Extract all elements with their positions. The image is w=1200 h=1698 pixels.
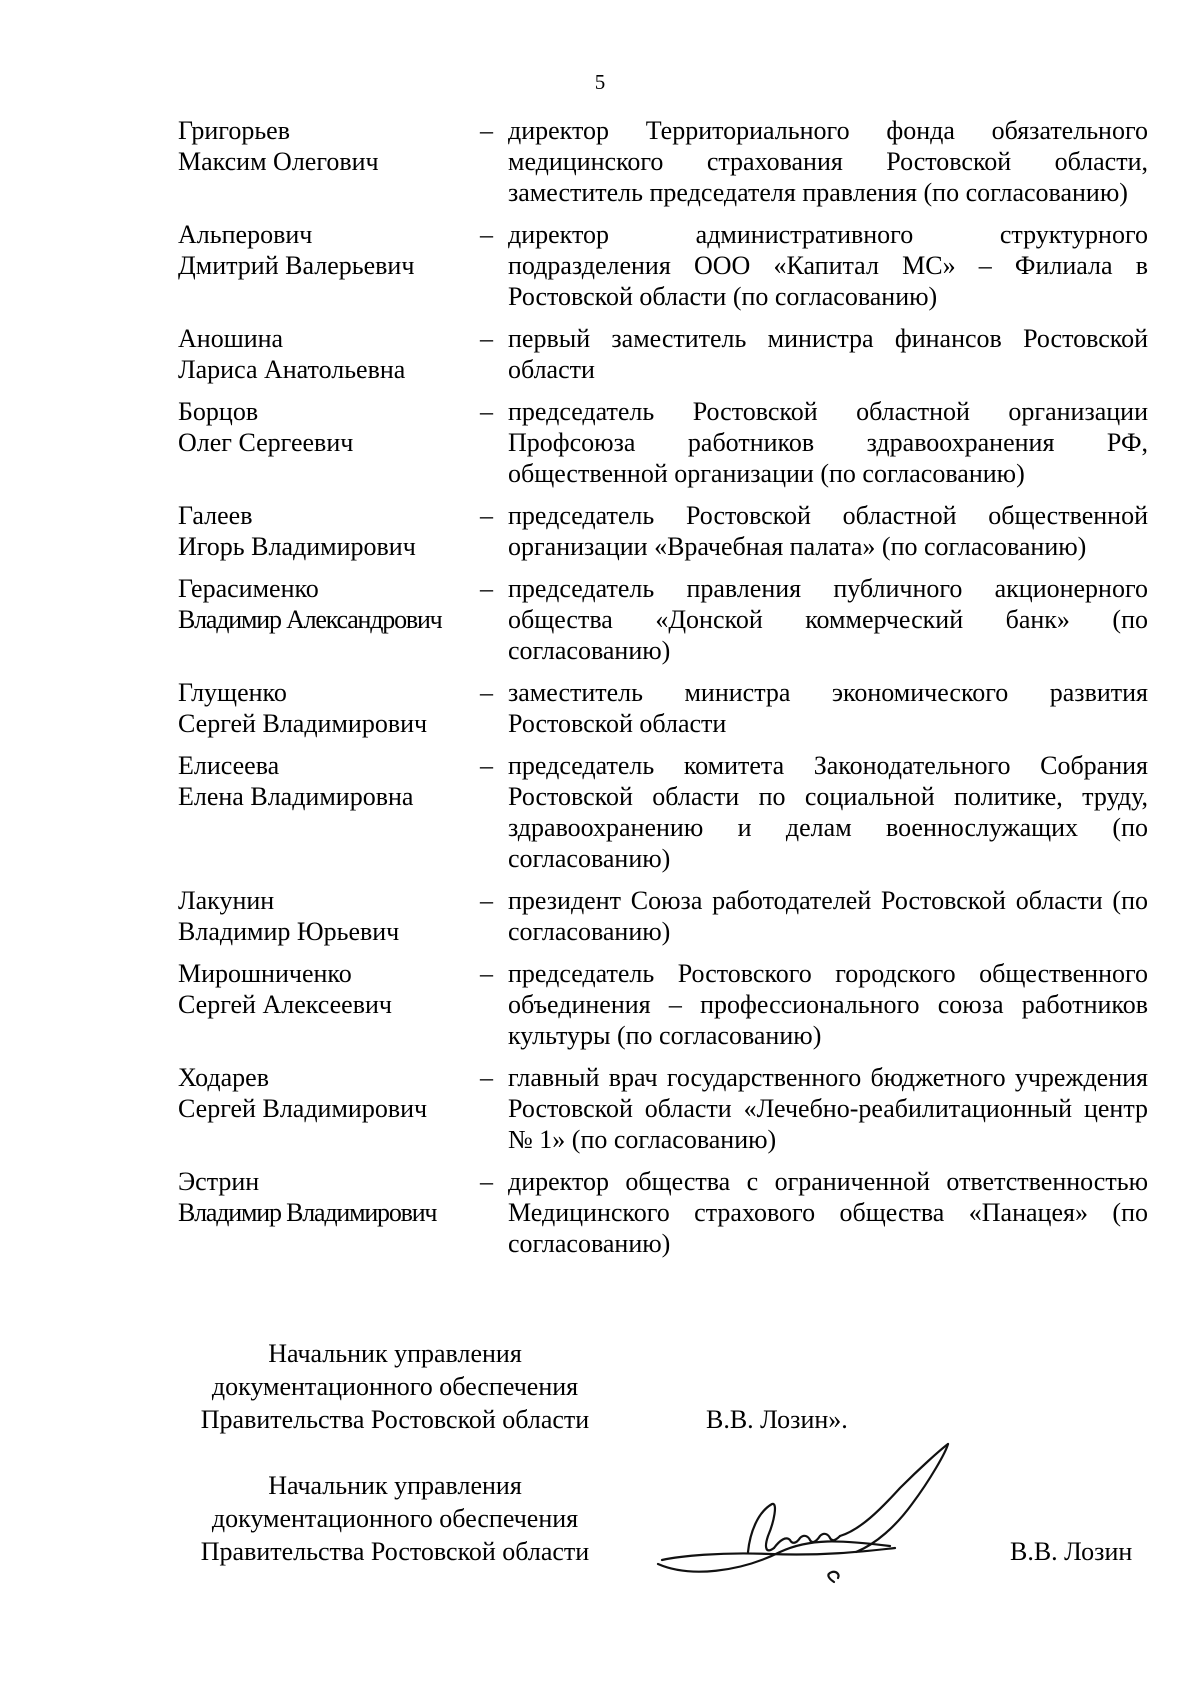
member-first-name: Владимир Юрьевич — [178, 917, 400, 946]
signature-title-2 — [170, 1469, 620, 1568]
member-name — [178, 958, 480, 1020]
member-row — [178, 1166, 1148, 1259]
member-position: первый заместитель министра финансов Ростовской области — [508, 324, 1148, 384]
signatory-name-2: В.В. Лозин — [1010, 1537, 1133, 1566]
member-name — [178, 573, 480, 635]
member-row — [178, 573, 1148, 666]
member-dash: – — [480, 886, 493, 915]
member-row — [178, 750, 1148, 874]
signature-title-line: документационного обеспечения — [211, 1504, 579, 1533]
signature-title-line: Начальник управления — [268, 1471, 522, 1500]
member-last-name: Аношина — [178, 324, 284, 353]
member-first-name: Владимир Александрович — [178, 605, 442, 634]
member-position: председатель Ростовской областной общественной организации «Врачебная палата» (по согласованию) — [508, 501, 1148, 561]
member-position: председатель Ростовского городского общественного объединения – профессионального союза работников культуры (по согласованию) — [508, 959, 1148, 1050]
signature-title-line: Правительства Ростовской области — [200, 1405, 590, 1434]
member-dash: – — [480, 678, 493, 707]
member-last-name: Альперович — [178, 220, 313, 249]
member-row — [178, 1062, 1148, 1155]
member-first-name: Сергей Алексеевич — [178, 990, 392, 1019]
member-first-name: Лариса Анатольевна — [178, 355, 406, 384]
member-dash: – — [480, 1167, 493, 1196]
member-dash: – — [480, 397, 493, 426]
member-dash: – — [480, 574, 493, 603]
member-name — [178, 1166, 480, 1228]
member-position: заместитель министра экономического развития Ростовской области — [508, 678, 1148, 738]
signature-title-line: документационного обеспечения — [211, 1372, 579, 1401]
member-name — [178, 885, 480, 947]
member-position: президент Союза работодателей Ростовской области (по согласованию) — [508, 886, 1148, 946]
member-position: председатель комитета Законодательного Собрания Ростовской области по социальной политике, труду, здравоохранению и делам военнослужащих (по согласованию) — [508, 751, 1148, 873]
member-position: председатель Ростовской областной организации Профсоюза работников здравоохранения РФ, общественной организации (по согласованию) — [508, 397, 1148, 488]
member-last-name: Глущенко — [178, 678, 287, 707]
member-name — [178, 115, 480, 177]
member-position: директор общества с ограниченной ответственностью Медицинского страхового общества «Панацея» (по согласованию) — [508, 1167, 1148, 1258]
member-first-name: Владимир Владимирович — [178, 1198, 437, 1227]
member-position: директор Территориального фонда обязательного медицинского страхования Ростовской области, заместитель председателя правления (по согласованию) — [508, 116, 1148, 207]
member-first-name: Сергей Владимирович — [178, 1094, 428, 1123]
member-last-name: Мирошниченко — [178, 959, 352, 988]
member-name — [178, 396, 480, 458]
member-row — [178, 323, 1148, 385]
member-dash: – — [480, 220, 493, 249]
member-first-name: Сергей Владимирович — [178, 709, 428, 738]
member-dash: – — [480, 959, 493, 988]
member-row — [178, 219, 1148, 312]
member-last-name: Лакунин — [178, 886, 275, 915]
member-last-name: Герасименко — [178, 574, 319, 603]
member-name — [178, 219, 480, 281]
member-row — [178, 500, 1148, 562]
member-dash: – — [480, 324, 493, 353]
member-dash: – — [480, 751, 493, 780]
member-first-name: Игорь Владимирович — [178, 532, 416, 561]
member-first-name: Олег Сергеевич — [178, 428, 354, 457]
member-last-name: Галеев — [178, 501, 253, 530]
signature-title-line: Правительства Ростовской области — [200, 1537, 590, 1566]
handwritten-signature — [650, 1440, 980, 1590]
member-last-name: Елисеева — [178, 751, 280, 780]
member-first-name: Елена Владимировна — [178, 782, 414, 811]
member-row — [178, 396, 1148, 489]
member-name — [178, 750, 480, 812]
member-position: директор административного структурного подразделения ООО «Капитал МС» – Филиала в Ростовской области (по согласованию) — [508, 220, 1148, 311]
member-first-name: Дмитрий Валерьевич — [178, 251, 415, 280]
member-last-name: Борцов — [178, 397, 259, 426]
member-position: председатель правления публичного акционерного общества «Донской коммерческий банк» (по согласованию) — [508, 574, 1148, 665]
member-row — [178, 885, 1148, 947]
member-name — [178, 500, 480, 562]
member-dash: – — [480, 116, 493, 145]
signature-title-line: Начальник управления — [268, 1339, 522, 1368]
member-dash: – — [480, 501, 493, 530]
member-position: главный врач государственного бюджетного учреждения Ростовской области «Лечебно-реабилитационный центр № 1» (по согласованию) — [508, 1063, 1148, 1154]
member-dash: – — [480, 1063, 493, 1092]
signatory-name-1: В.В. Лозин». — [706, 1405, 848, 1434]
member-last-name: Ходарев — [178, 1063, 269, 1092]
member-name — [178, 323, 480, 385]
signature-title-1 — [170, 1337, 620, 1436]
member-name — [178, 1062, 480, 1124]
commission-members-list — [178, 115, 1148, 1270]
member-row — [178, 115, 1148, 208]
member-row — [178, 677, 1148, 739]
member-name — [178, 677, 480, 739]
member-last-name: Эстрин — [178, 1167, 260, 1196]
member-last-name: Григорьев — [178, 116, 290, 145]
member-first-name: Максим Олегович — [178, 147, 379, 176]
member-row — [178, 958, 1148, 1051]
page-number: 5 — [594, 70, 606, 94]
